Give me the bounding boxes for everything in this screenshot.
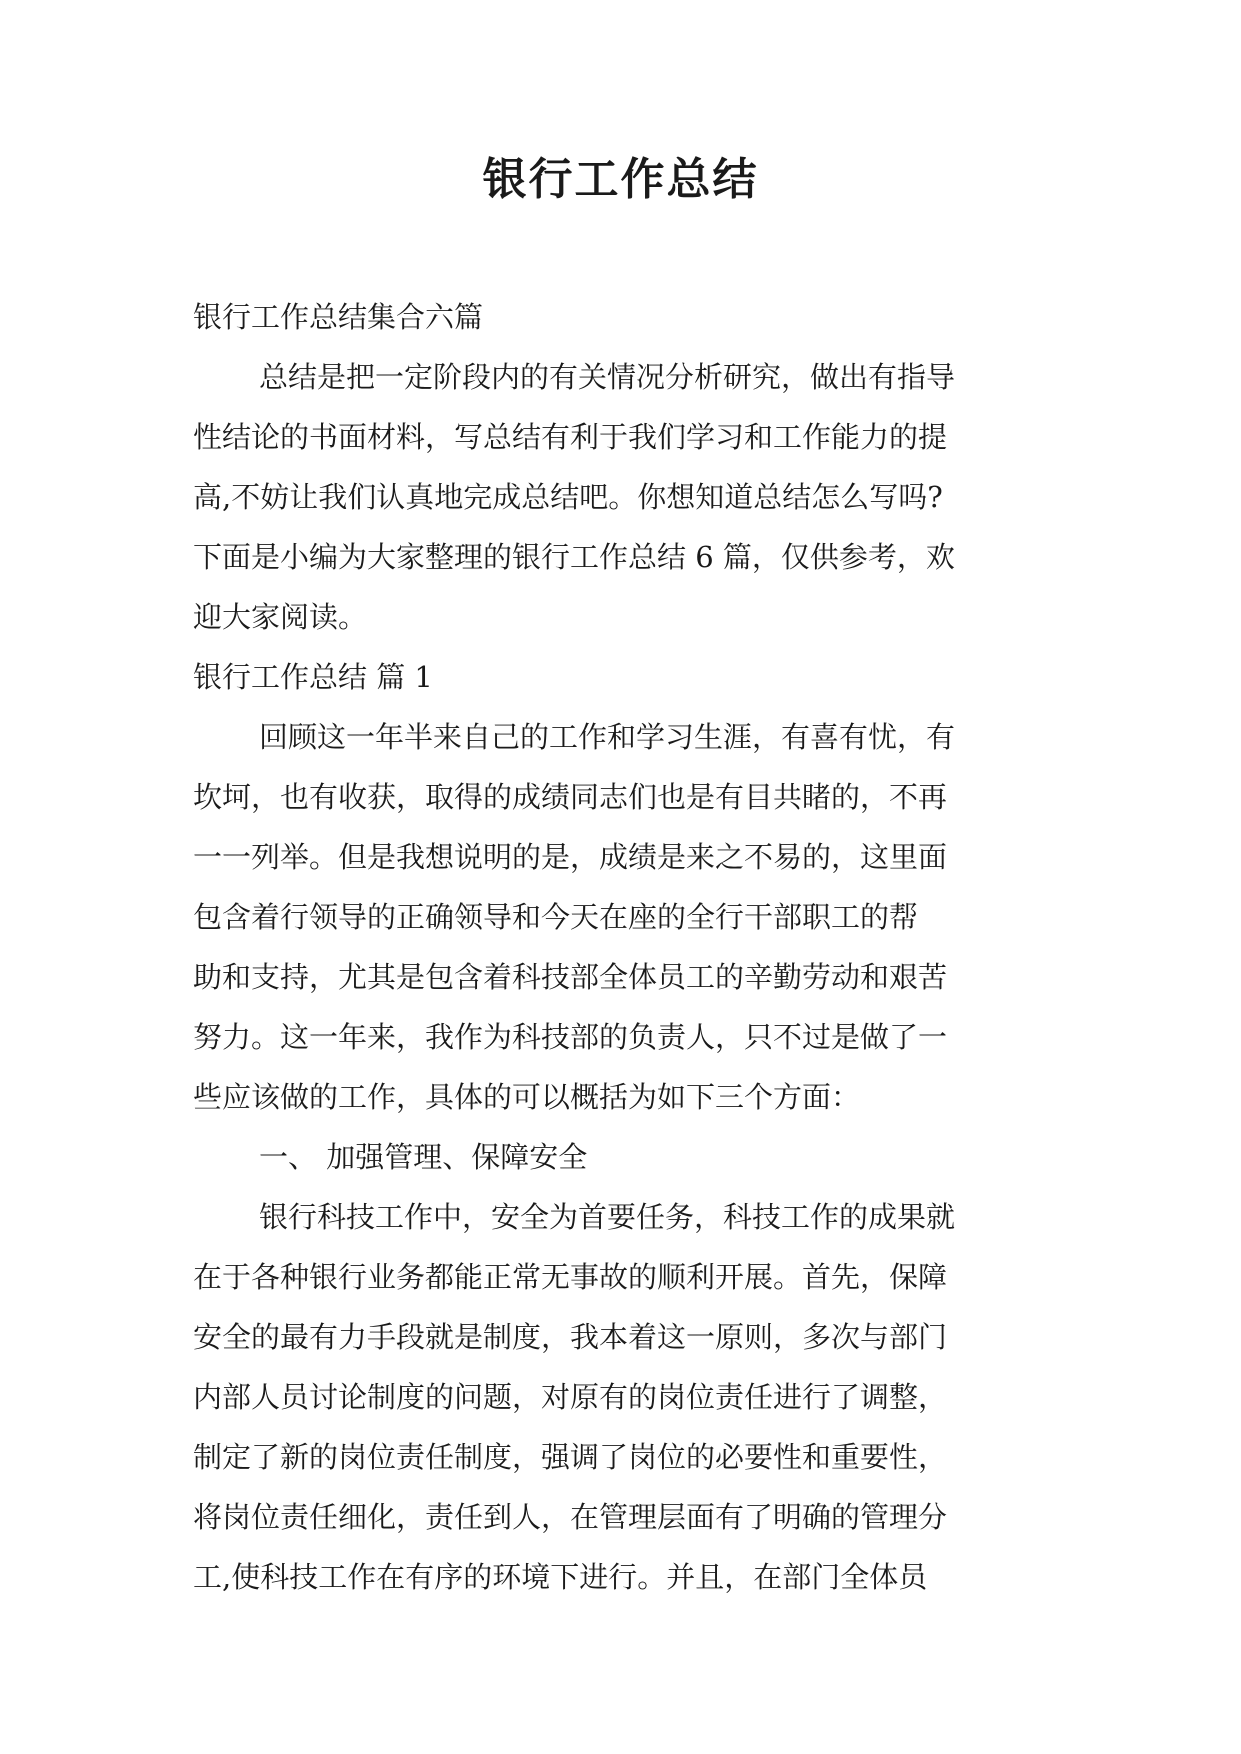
paragraph-line: 银行科技工作中，安全为首要任务，科技工作的成果就	[259, 1200, 956, 1234]
paragraph-line: 下面是小编为大家整理的银行工作总结 6 篇，仅供参考，欢	[193, 540, 955, 574]
subsection-heading: 一、 加强管理、保障安全	[259, 1140, 588, 1174]
paragraph-line: 高,不妨让我们认真地完成总结吧。你想知道总结怎么写吗?	[193, 480, 943, 514]
paragraph-line: 性结论的书面材料，写总结有利于我们学习和工作能力的提	[193, 420, 948, 454]
document-title: 银行工作总结	[482, 154, 759, 205]
paragraph-line: 坎坷，也有收获，取得的成绩同志们也是有目共睹的，不再	[193, 780, 948, 814]
paragraph-line: 安全的最有力手段就是制度，我本着这一原则，多次与部门	[193, 1320, 948, 1354]
paragraph-line: 总结是把一定阶段内的有关情况分析研究，做出有指导	[259, 360, 956, 394]
section-heading: 银行工作总结 篇 1	[193, 660, 433, 694]
paragraph-line: 内部人员讨论制度的问题，对原有的岗位责任进行了调整，	[193, 1380, 948, 1414]
paragraph-line: 一一列举。但是我想说明的是，成绩是来之不易的，这里面	[193, 840, 948, 874]
paragraph-line: 在于各种银行业务都能正常无事故的顺利开展。首先，保障	[193, 1260, 948, 1294]
paragraph-line: 助和支持，尤其是包含着科技部全体员工的辛勤劳动和艰苦	[193, 960, 948, 994]
subtitle-line: 银行工作总结集合六篇	[193, 300, 484, 334]
paragraph-line: 将岗位责任细化，责任到人，在管理层面有了明确的管理分	[193, 1500, 948, 1534]
paragraph-line: 制定了新的岗位责任制度，强调了岗位的必要性和重要性，	[193, 1440, 948, 1474]
paragraph-line: 回顾这一年半来自己的工作和学习生涯，有喜有忧，有	[259, 720, 956, 754]
paragraph-line: 迎大家阅读。	[193, 600, 368, 634]
paragraph-line: 包含着行领导的正确领导和今天在座的全行干部职工的帮	[193, 900, 919, 934]
paragraph-line: 工,使科技工作在有序的环境下进行。并且，在部门全体员	[193, 1560, 928, 1594]
document-body	[193, 287, 1053, 1607]
paragraph-line: 努力。这一年来，我作为科技部的负责人，只不过是做了一	[193, 1020, 948, 1054]
paragraph-line: 些应该做的工作，具体的可以概括为如下三个方面：	[193, 1080, 861, 1114]
